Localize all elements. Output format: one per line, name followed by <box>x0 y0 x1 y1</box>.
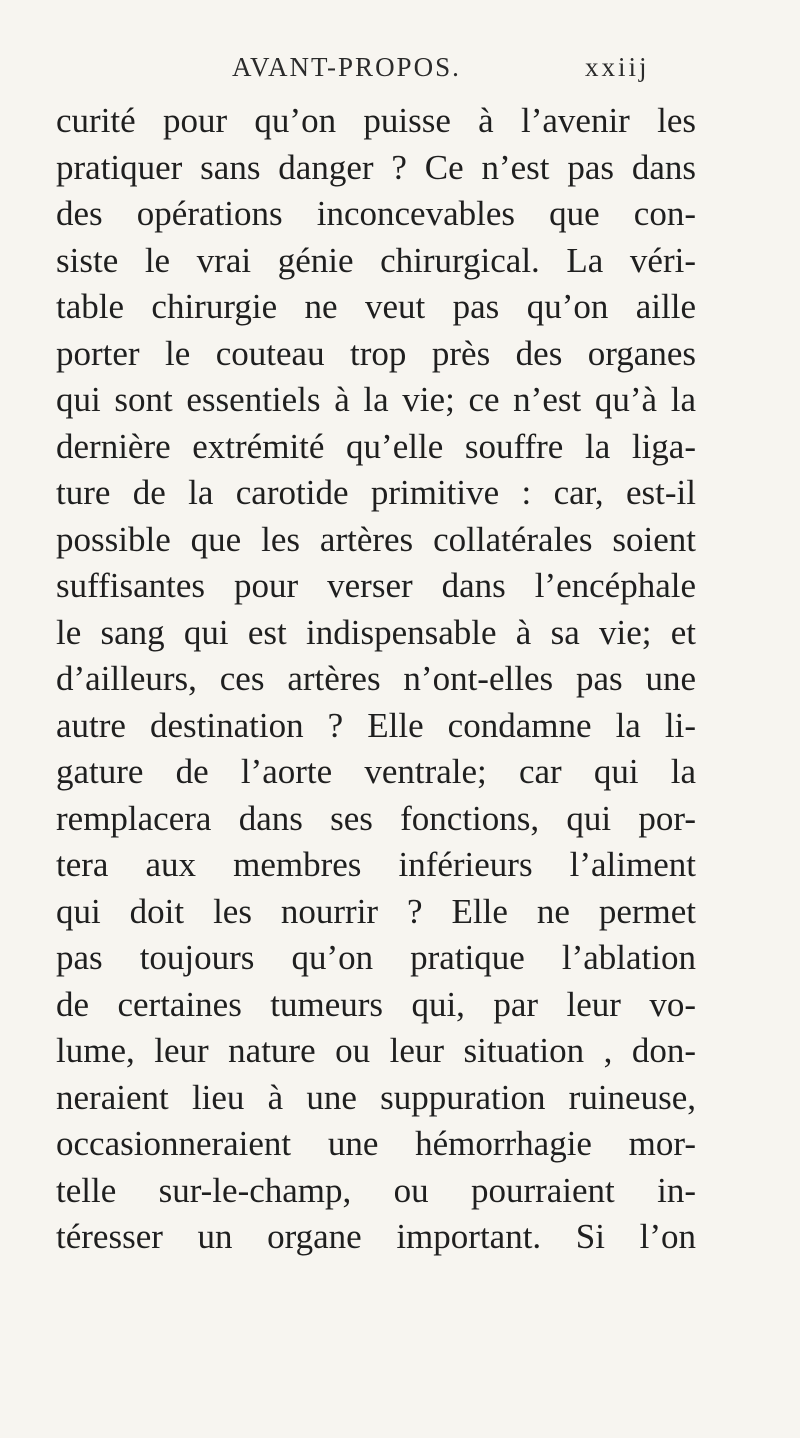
text-line: suffisantes pour verser dans l’encéphale <box>56 566 696 605</box>
text-line: lume, leur nature ou leur situation , don- <box>56 1031 696 1070</box>
text-line: le sang qui est indispensable à sa vie; et <box>56 612 696 652</box>
text-line: d’ailleurs, ces artères n’ont-elles pas une <box>56 659 696 698</box>
text-line: table chirurgie ne veut pas qu’on aille <box>56 287 696 326</box>
text-line: telle sur-le-champ, ou pourraient in- <box>56 1170 696 1210</box>
text-line: pas toujours qu’on pratique l’ablation <box>56 938 696 977</box>
running-title: AVANT-PROPOS. <box>232 52 461 82</box>
text-line: qui sont essentiels à la vie; ce n’est qu’à la <box>56 380 696 419</box>
text-line: téresser un organe important. Si l’on <box>56 1217 696 1256</box>
running-head <box>0 52 800 92</box>
page-number: xxiij <box>585 52 650 82</box>
text-line: neraient lieu à une suppuration ruineuse, <box>56 1077 696 1117</box>
text-line: siste le vrai génie chirurgical. La véri- <box>56 240 696 280</box>
text-line: porter le couteau trop près des organes <box>56 333 696 373</box>
text-line: ture de la carotide primitive : car, est-il <box>56 473 696 512</box>
text-line: tera aux membres inférieurs l’aliment <box>56 845 696 884</box>
text-line: pratiquer sans danger ? Ce n’est pas dans <box>56 147 696 187</box>
text-line: qui doit les nourrir ? Elle ne permet <box>56 891 696 931</box>
text-line: de certaines tumeurs qui, par leur vo- <box>56 984 696 1024</box>
text-line: possible que les artères collatérales soient <box>56 519 696 559</box>
text-line: gature de l’aorte ventrale; car qui la <box>56 752 696 791</box>
text-line: des opérations inconcevables que con- <box>56 194 696 233</box>
text-line: remplacera dans ses fonctions, qui por- <box>56 798 696 838</box>
text-line: autre destination ? Elle condamne la li- <box>56 705 696 745</box>
text-line: occasionneraient une hémorrhagie mor- <box>56 1124 696 1163</box>
text-line: curité pour qu’on puisse à l’avenir les <box>56 101 696 140</box>
text-line: dernière extrémité qu’elle souffre la liga- <box>56 426 696 466</box>
body-text <box>56 98 696 1261</box>
